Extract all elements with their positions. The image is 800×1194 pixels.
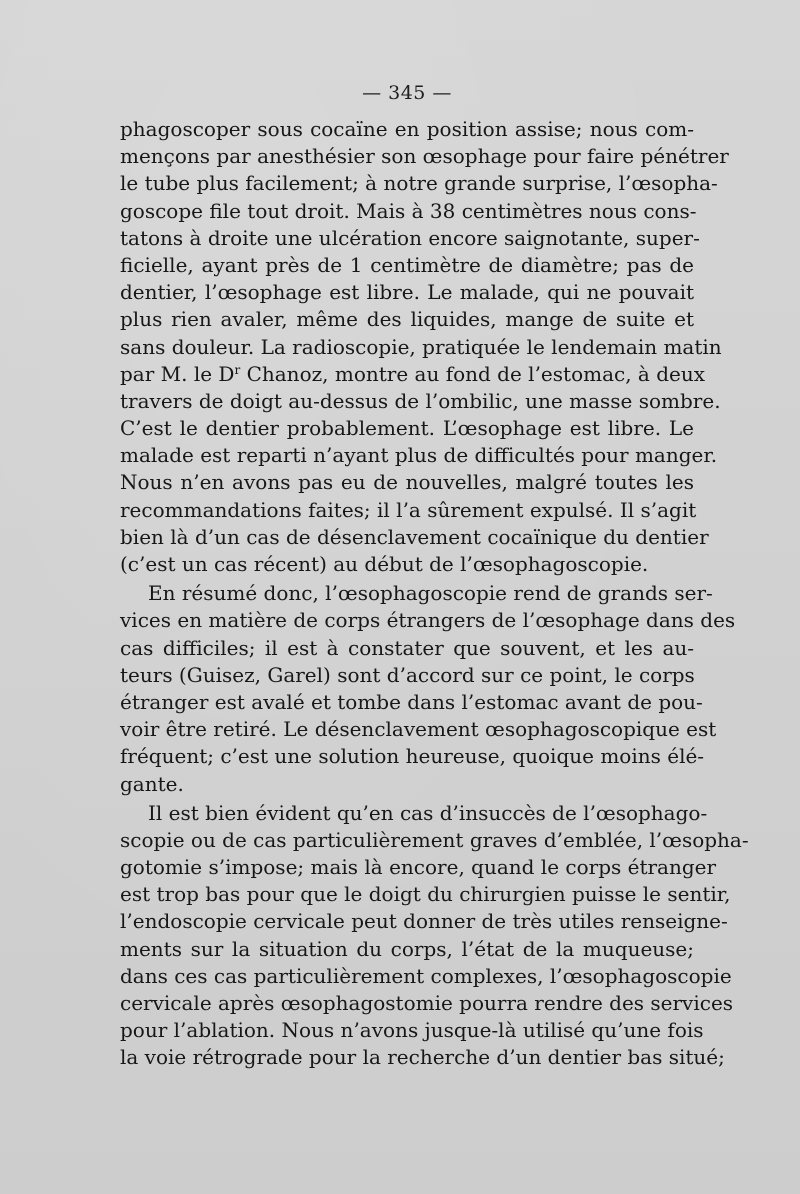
paragraph-2 [120,580,736,798]
text-line: C’est le dentier probablement. L’œsophage est libre. Le [120,416,694,441]
text-line: gante. [120,771,184,796]
text-line: l’endoscopie cervicale peut donner de très utiles renseigne- [120,909,728,934]
text-line: mençons par anesthésier son œsophage pour faire pénétrer [120,144,729,169]
text-line: ments sur la situation du corps, l’état de la muqueuse; [120,936,694,961]
text-line: étranger est avalé et tombe dans l’estomac avant de pou- [120,689,703,714]
text-line: dans ces cas particulièrement complexes, l’œsophagoscopie [120,963,732,988]
text-line: Nous n’en avons pas eu de nouvelles, malgré toutes les [120,470,694,495]
body-text [120,116,749,1072]
text-line: cervicale après œsophagostomie pourra rendre des services [120,991,734,1015]
text-fragment: Chanoz, montre au fond de l’estomac, à deux [240,361,705,386]
text-line: le tube plus facilement; à notre grande surprise, l’œsopha- [120,171,718,196]
text-line: vices en matière de corps étrangers de l’œsophage dans des [120,608,736,633]
text-line: pour l’ablation. Nous n’avons jusque-là utilisé qu’une fois [120,1018,704,1043]
text-line: teurs (Guisez, Garel) sont d’accord sur ce point, le corps [120,662,695,687]
text-line: gotomie s’impose; mais là encore, quand le corps étranger [120,855,717,880]
text-line: dentier, l’œsophage est libre. Le malade, qui ne pouvait [120,280,694,305]
text-line: tatons à droite une ulcération encore saignotante, super- [120,225,700,250]
text-line: sans douleur. La radioscopie, pratiquée le lendemain matin [120,334,722,359]
text-line: plus rien avaler, même des liquides, mange de suite et [120,307,694,332]
text-line: voir être retiré. Le désenclavement œsophagoscopique est [120,717,717,742]
text-line-with-superscript [120,361,705,388]
text-line: En résumé donc, l’œsophagoscopie rend de grands ser- [148,581,713,606]
text-line: est trop bas pour que le doigt du chirurgien puisse le sentir, [120,882,731,907]
superscript: r [234,362,241,377]
text-line: bien là d’un cas de désenclavement cocaïnique du dentier [120,524,709,549]
text-line: fréquent; c’est une solution heureuse, quoique moins élé- [120,744,705,769]
text-line: goscope file tout droit. Mais à 38 centimètres nous cons- [120,198,697,223]
text-fragment: par M. le D [120,361,235,386]
text-line: malade est reparti n’ayant plus de difficultés pour manger. [120,443,718,468]
text-line: cas difficiles; il est à constater que souvent, et les au- [120,635,694,660]
text-line: phagoscoper sous cocaïne en position assise; nous com- [120,117,694,141]
text-line: la voie rétrograde pour la recherche d’un dentier bas situé; [120,1045,725,1070]
paragraph-3 [120,800,749,1072]
text-line: recommandations faites; il l’a sûrement expulsé. Il s’agit [120,497,697,522]
text-line: Il est bien évident qu’en cas d’insuccès de l’œsophago- [148,800,708,825]
text-line: travers de doigt au-dessus de l’ombilic, une masse sombre. [120,388,721,413]
page-number: — 345 — [362,82,452,104]
text-line: ficielle, ayant près de 1 centimètre de diamètre; pas de [120,252,694,277]
text-line: scopie ou de cas particulièrement graves d’emblée, l’œsopha- [120,827,749,852]
paragraph-1 [120,116,729,578]
text-line: (c’est un cas récent) au début de l’œsophagoscopie. [120,552,649,576]
